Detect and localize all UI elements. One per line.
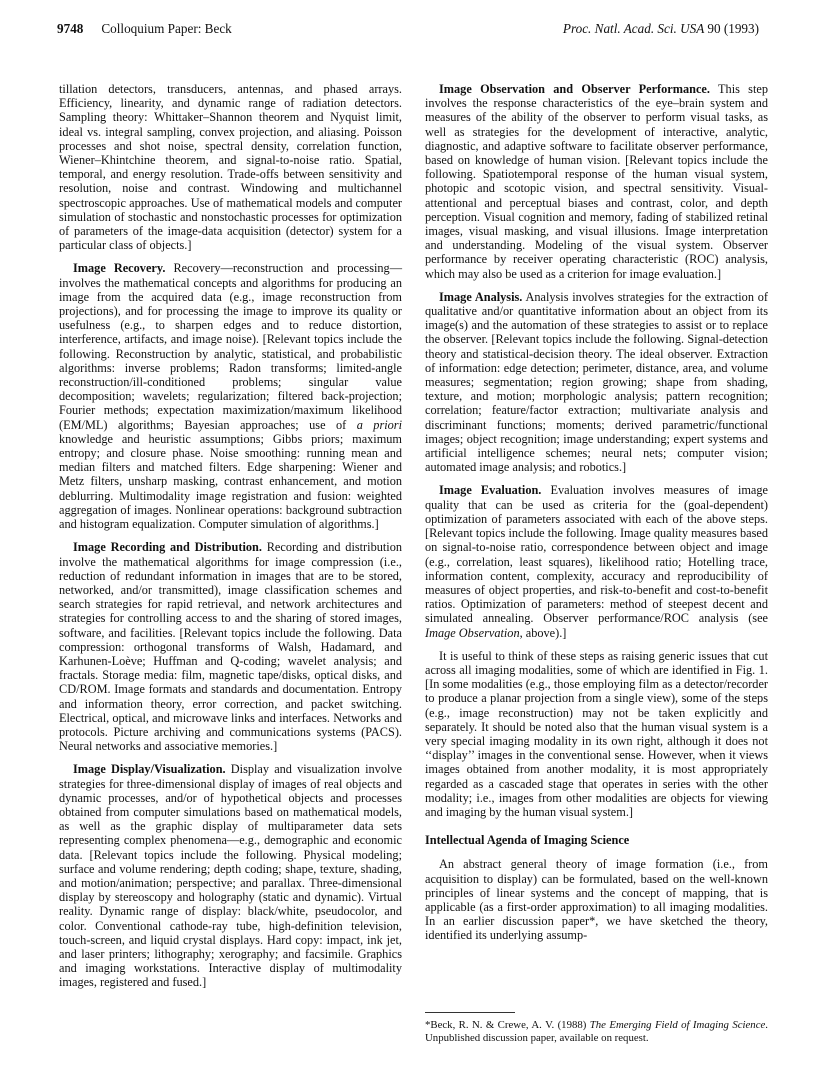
footnote-title: The Emerging Field of Imaging Science: [589, 1019, 766, 1031]
paper-label: Colloquium Paper: Beck: [101, 21, 232, 36]
run-in-heading-image-recording: Image Recording and Distribution.: [73, 540, 262, 555]
paragraph-image-analysis: Image Analysis. Analysis involves strategies for the extraction of qualitative and/or quantitative information about an object from its image(s) and the automation of these strategies to assist or to replace the observer. [Relevant topics include the following. Signal-detection theory and statistical-decision theory. The ideal observer. Extraction of information: edge detection; perimeter, distance, area, and volume measures; segmentation; region growing; shape from shading, texture, and motion; morphologic analysis; pattern recognition; correlation; feature/factor extraction; multivariate analysis and discriminant functions; moments; derived parametric/functional images; object recognition; image understanding; expert systems and artificial intelligence schemes; neural nets; computer vision; automated image analysis; and robotics.]: [425, 289, 768, 475]
paragraph-image-evaluation: Image Evaluation. Evaluation involves measures of image quality that can be used as criteria for the (goal-dependent) optimization of parameters associated with each of the above steps. [Relevant topics include the following. Image quality measures based on signal-to-noise ratio, correspondence between object and image (e.g., correlation, least squares), likelihood ratio; Hotelling trace, information content, complexity, accuracy and reproducibility of measures of object properties, and risk-to-benefit and cost-to-benefit ratios. Optimization of parameters: method of steepest decent and simulated annealing. Observer performance/ROC analysis (see Image Observation, above).]: [425, 483, 768, 640]
paragraph-image-recording: Image Recording and Distribution. Recording and distribution involve the mathematical algorithms for image compression (i.e., reduction of redundant information in images that are to be stored, networked, and/or transmitted), image classification schemes and search strategies for rapid retrieval, and network architectures and strategies for controlling access to and the sharing of stored images, software, and facilities. [Relevant topics include the following. Data compression: orthogonal transforms of Walsh, Hadamard, and Karhunen-Loève; Huffman and Q-coding; wavelet analysis; and fractals. Storage media: film, magnetic tape/disks, optical disks, and CD/ROM. Image formats and standards and documentation. Entropy and information theory, error correction, and packet switching. Electrical, optical, and microwave links and interfaces. Networks and protocols. Picture archiving and communications systems (PACS). Neural networks and associative memories.]: [59, 540, 402, 754]
journal-name: Proc. Natl. Acad. Sci. USA: [562, 21, 705, 36]
page-number: 9748: [57, 21, 84, 36]
paragraph-image-observation: Image Observation and Observer Performance. This step involves the response characteristics of the eye–brain system and measures of the ability of the observer to perform visual tasks, as well as strategies for the development of interactive, analytic, diagnostic, and adaptive software to facilitate observer performance, based on knowledge of human vision. [Relevant topics include the following. Spatiotemporal response of the human visual system, photopic and scotopic vision, and spectral sensitivity. Visual-attentional and perceptual biases and contrast, color, and depth perception. Visual cognition and memory, fading of stabilized retinal images, visual masking, and visual illusions. Image interpretation and understanding. Modeling of the visual system. Observer performance by receiver operating characteristic (ROC) analysis, which may also be used as a criterion for image evaluation.]: [425, 82, 768, 281]
paragraph-image-recovery: Image Recovery. Recovery—reconstruction and processing—involves the mathematical concepts and algorithms for producing an image from the acquired data (e.g., image reconstruction from projections), and for processing the image to improve its quality or usefulness (e.g., to sharpen edges and to reduce distortion, interference, artifacts, and image noise). [Relevant topics include the following. Reconstruction by analytic, statistical, and probabilistic algorithms: inverse problems; Radon transforms; limited-angle reconstruction/ill-conditioned problems; singular value decomposition; wavelets; regularization; filtered back-projection; Fourier methods; expectation maximization/maximum likelihood (EM/ML) algorithms; Bayesian approaches; use of a priori knowledge and heuristic assumptions; Gibbs priors; maximum entropy; and closure phase. Noise smoothing: running mean and median filters and matched filters. Edge sharpening: Wiener and Metz filters, unsharp masking, contrast enhancement, and motion deblurring. Multimodality image registration and fusion: weighted aggregation of images. Nonlinear operations: background subtraction and histogram equalization. Computer simulation of algorithms.]: [59, 261, 402, 532]
paragraph-general-theory: An abstract general theory of image formation (i.e., from acquisition to display) can be formulated, based on the well-known principles of linear systems and the concept of mapping, that is applicable (as a first-order approximation) to all imaging modalities. In an earlier discussion paper*, we have sketched the theory, identified its underlying assump-: [425, 857, 768, 943]
paragraph-image-display: Image Display/Visualization. Display and visualization involve strategies for three-dimensional display of images of real objects and dynamic processes, and/or of hypothetical objects and processes obtained from computer simulations based on mathematical models, as well as the graphic display of multiparameter data sets representing complex phenomena—e.g., demographic and economic data. [Relevant topics include the following. Physical modeling; surface and volume rendering; depth coding; shape, texture, shading, and motion/animation; perspective; and parallax. Three-dimensional display by stereoscopy and holography (static and dynamic). Virtual reality. Dynamic range of display: black/white, pseudocolor, and color. Conventional cathode-ray tube, high-definition television, touch-screen, and liquid crystal displays. Hard copy: impact, ink jet, and laser printers; lithography; xerography; and facsimile. Graphics and imaging workstations. Interactive display of multimodality images, registered and fused.]: [59, 762, 402, 990]
right-column: [425, 82, 768, 943]
journal-citation: [563, 21, 759, 37]
paragraph-generic-issues: It is useful to think of these steps as raising generic issues that cut across all imaging modalities, some of which are identified in Fig. 1. [In some modalities (e.g., those employing film as a detector/recorder to produce a planar projection from a single view), some of the steps (e.g., image reconstruction) may not be taken explicitly and separately. It should be noted also that the human visual system is a very special imaging modality in its own right, although it does not ‘‘display’’ images in the conventional sense. However, when it views images obtained from another modality, it is most appropriately regarded as a cascaded stage that operates in series with the other modality; i.e., images from other modalities are objects for viewing and imaging by the human visual system.]: [425, 648, 768, 819]
paragraph-detection-continued: tillation detectors, transducers, antennas, and phased arrays. Efficiency, linearity, and dynamic range of radiation detectors. Sampling theory: Whittaker–Shannon theorem and Nyquist limit, ideal vs. integral sampling, convex projection, and aliasing. Poisson processes and shot noise, spectral density, correlation function, Wiener–Khintchine theorem, and signal-to-noise ratio. Spatial, temporal, and energy resolution. Trade-offs between sensitivity and resolution, noise and contrast. Windowing and multichannel spectroscopic approaches. Use of mathematical models and computer simulation of stochastic and nonstochastic processes for optimization of parameters of the image-data acquisition (detector) system for a particular class of objects.]: [59, 82, 402, 253]
run-in-heading-image-evaluation: Image Evaluation.: [439, 483, 542, 498]
left-column: [59, 82, 402, 990]
run-in-heading-image-observation: Image Observation and Observer Performance.: [439, 82, 710, 96]
running-head-left: [57, 21, 232, 37]
section-heading: Intellectual Agenda of Imaging Science: [425, 833, 630, 848]
footnote-divider: [425, 1012, 515, 1013]
volume-year: 90 (1993): [707, 21, 759, 36]
running-head: [57, 21, 759, 37]
footnote: *Beck, R. N. & Crewe, A. V. (1988) The Emerging Field of Imaging Science. Unpublished discussion paper, available on request.: [425, 1019, 768, 1044]
run-in-heading-image-recovery: Image Recovery.: [73, 261, 166, 276]
run-in-heading-image-analysis: Image Analysis.: [439, 289, 523, 304]
run-in-heading-image-display: Image Display/Visualization.: [73, 762, 226, 777]
